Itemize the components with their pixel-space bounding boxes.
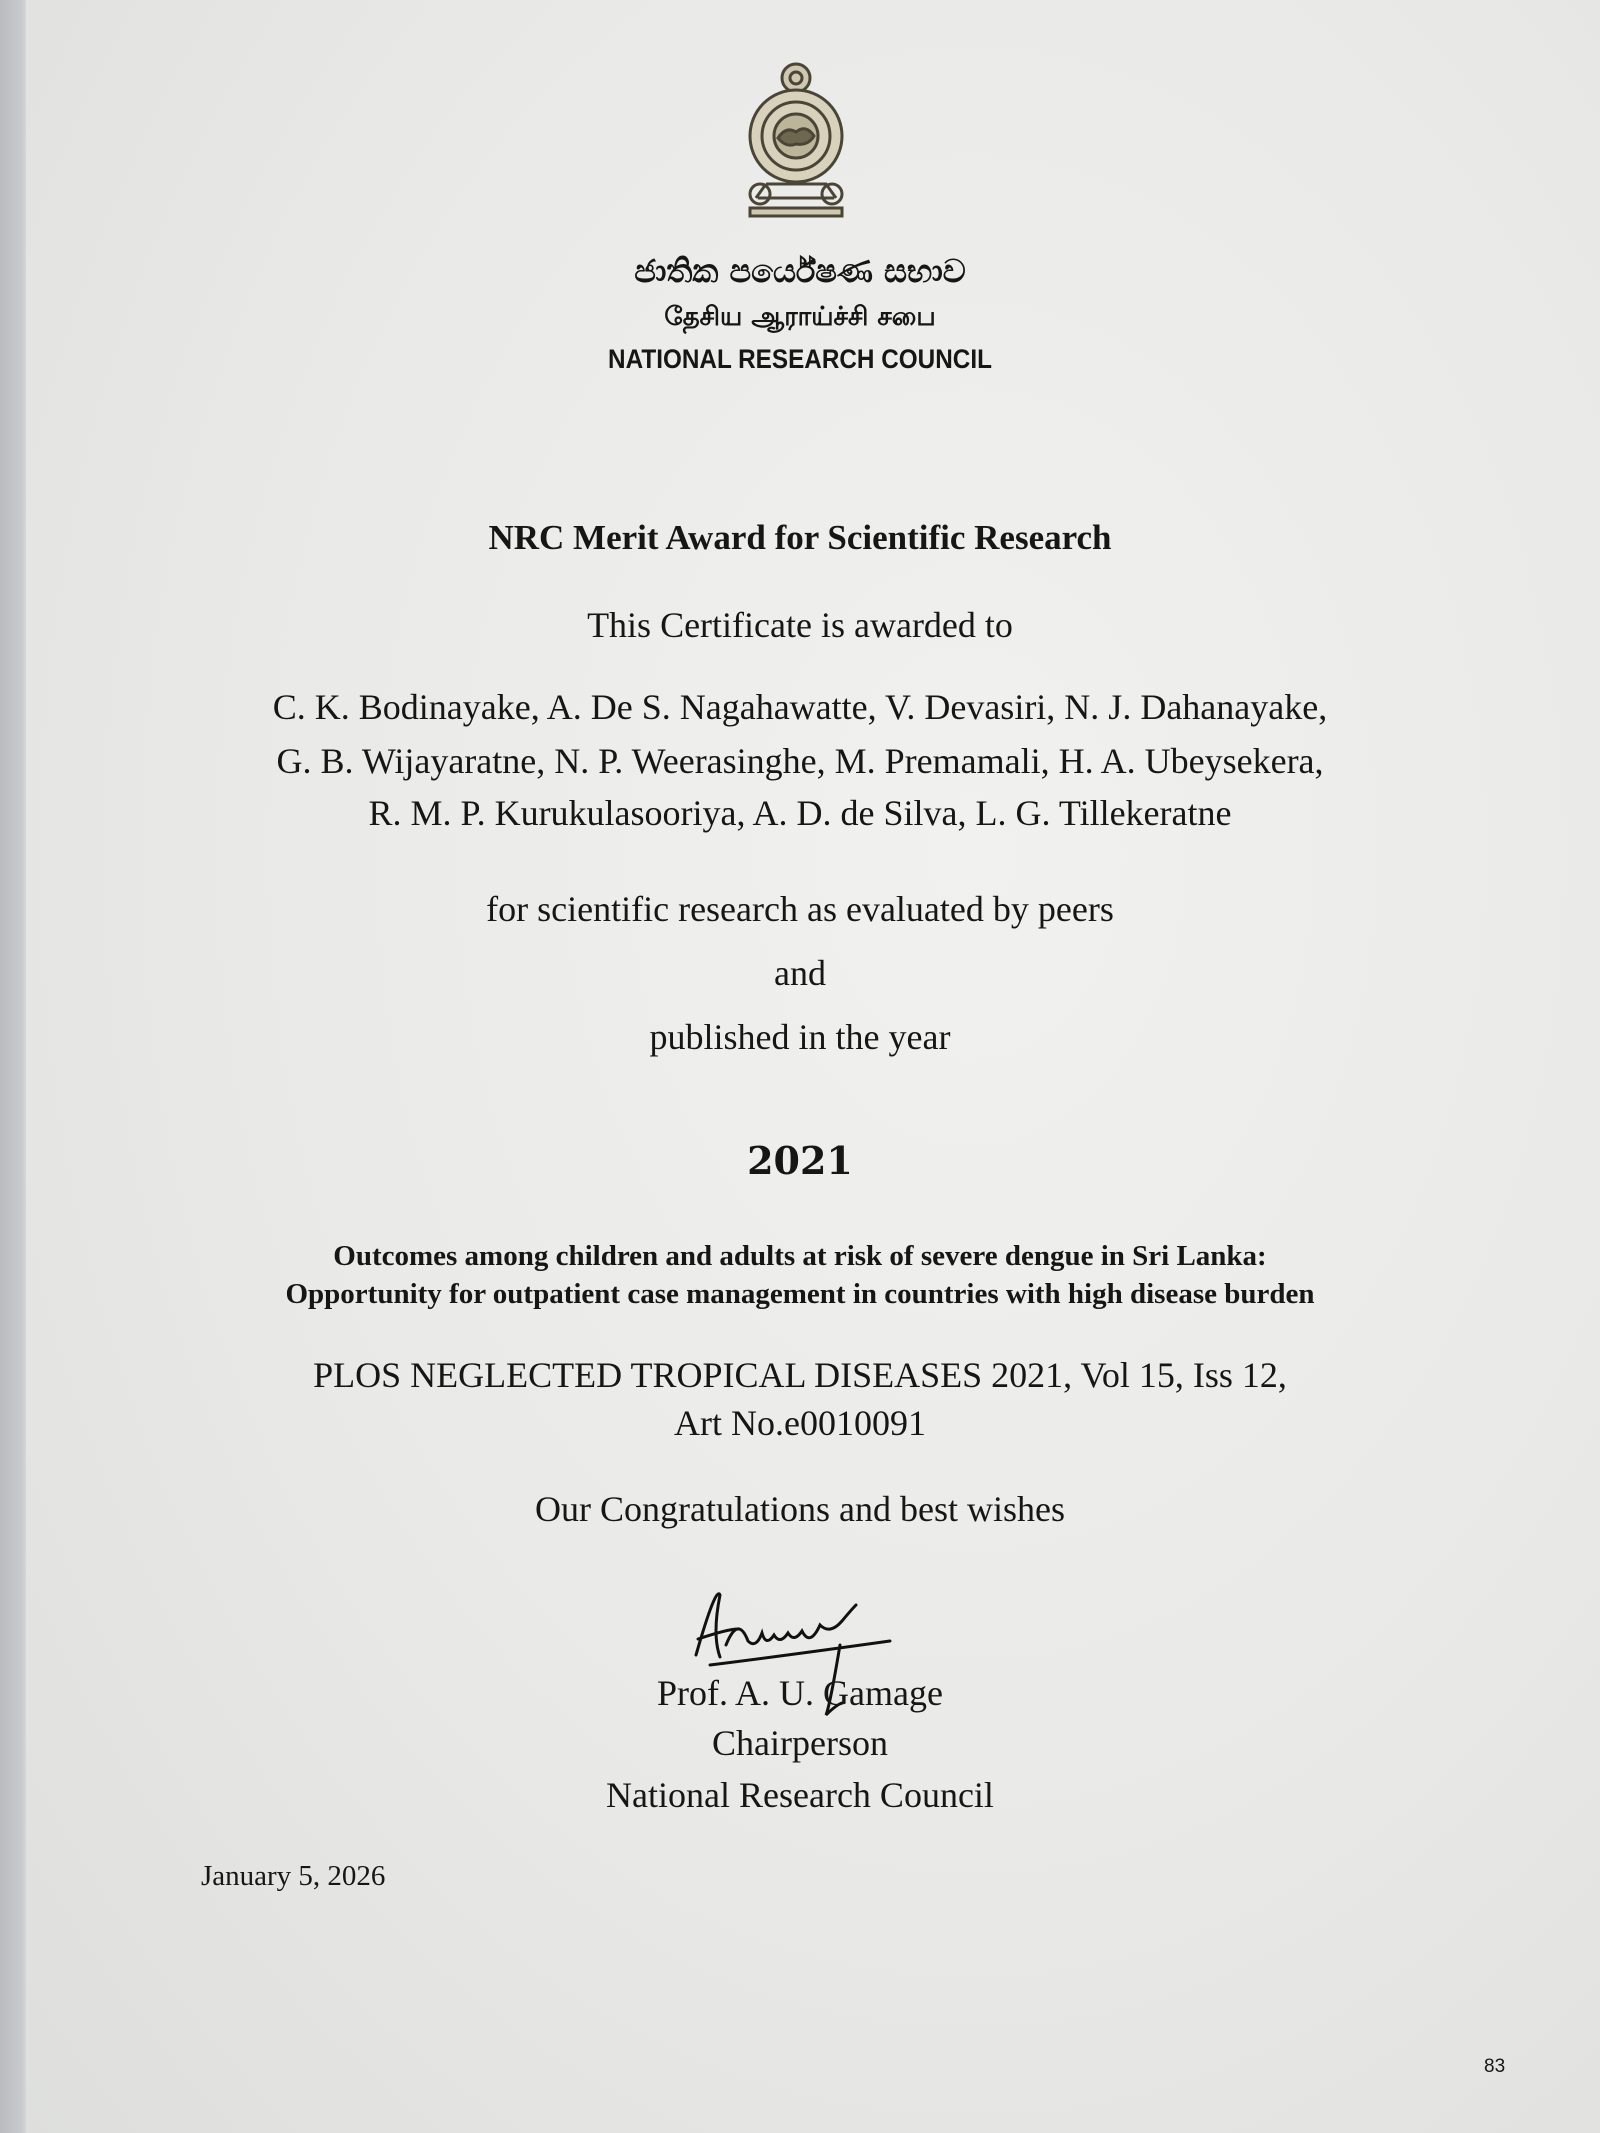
reason-text: for scientific research as evaluated by peers — [486, 889, 1114, 929]
authors-line: C. K. Bodinayake, A. De S. Nagahawatte, V. Devasiri, N. J. Dahanayake, — [272, 687, 1328, 727]
citation-line: PLOS NEGLECTED TROPICAL DISEASES 2021, Vol 15, Iss 12, — [313, 1355, 1287, 1395]
paper-title-line: Outcomes among children and adults at risk of severe dengue in Sri Lanka: — [333, 1240, 1267, 1272]
council-name-tamil: தேசிய ஆராய்ச்சி சபை — [664, 302, 936, 332]
awarded-to-text: This Certificate is awarded to — [587, 605, 1013, 645]
reason-text: published in the year — [649, 1017, 951, 1057]
page-number: 83 — [1484, 2056, 1506, 2077]
reason-text: and — [774, 953, 826, 993]
signatory-name: Prof. A. U. Gamage — [657, 1673, 943, 1713]
award-title: NRC Merit Award for Scientific Research — [488, 518, 1112, 557]
council-name-english: NATIONAL RESEARCH COUNCIL — [608, 344, 992, 374]
signatory-organization: National Research Council — [606, 1775, 994, 1815]
sri-lanka-emblem-icon — [736, 58, 856, 222]
council-name-sinhala: ජාතික පර්යේෂණ සභාව — [634, 252, 966, 290]
signatory-role: Chairperson — [712, 1723, 888, 1763]
citation-line: Art No.e0010091 — [674, 1403, 926, 1443]
congratulations-text: Our Congratulations and best wishes — [535, 1489, 1065, 1529]
award-year: 2021 — [747, 1138, 853, 1183]
authors-line: G. B. Wijayaratne, N. P. Weerasinghe, M. Premamali, H. A. Ubeysekera, — [276, 741, 1324, 781]
paper-title-line: Opportunity for outpatient case management in countries with high disease burden — [285, 1278, 1315, 1310]
authors-line: R. M. P. Kurukulasooriya, A. D. de Silva, L. G. Tillekeratne — [368, 793, 1232, 833]
issue-date: January 5, 2026 — [201, 1860, 386, 1892]
